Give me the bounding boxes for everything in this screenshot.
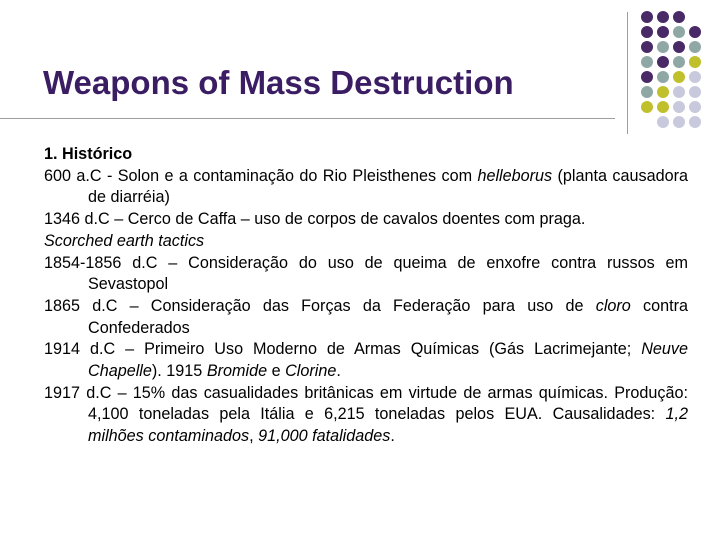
- decorative-dot: [689, 56, 701, 68]
- decorative-dot: [673, 41, 685, 53]
- decorative-dot: [657, 101, 669, 113]
- decorative-dot: [689, 41, 701, 53]
- decorative-dot: [689, 86, 701, 98]
- decorative-dot: [673, 56, 685, 68]
- decorative-dot: [689, 101, 701, 113]
- decorative-dot: [657, 56, 669, 68]
- decorative-dot: [641, 71, 653, 83]
- slide-title: Weapons of Mass Destruction: [43, 64, 514, 101]
- decorative-dot: [657, 86, 669, 98]
- title-divider: [0, 118, 615, 119]
- timeline-entry-1854: 1854-1856 d.C – Consideração do uso de queima de enxofre contra russos em Sevastopol: [44, 253, 688, 294]
- decorative-dot: [689, 71, 701, 83]
- slide-body: [44, 144, 688, 448]
- decorative-dot: [641, 11, 653, 23]
- decorative-dot: [657, 116, 669, 128]
- decorative-dot: [673, 116, 685, 128]
- timeline-entry-1917: 1917 d.C – 15% das casualidades britânicas em virtude de armas químicas. Produção: 4,100 toneladas pela Itália e 6,215 toneladas pelos EUA. Causalidades: 1,2 milhões contaminados, 91,000 fatalidades.: [44, 383, 688, 446]
- decorative-dot: [673, 86, 685, 98]
- timeline-entry-600bc: 600 a.C - Solon e a contaminação do Rio Pleisthenes com helleborus (planta causadora de diarréia): [44, 166, 688, 207]
- decorative-dot: [641, 41, 653, 53]
- decorative-dot: [673, 11, 685, 23]
- decorative-dot: [641, 56, 653, 68]
- timeline-entry-1865: 1865 d.C – Consideração das Forças da Federação para uso de cloro contra Confederados: [44, 296, 688, 337]
- section-heading: 1. Histórico: [44, 145, 133, 163]
- decorative-dot: [673, 101, 685, 113]
- decorative-dot-grid: [640, 11, 720, 131]
- timeline-entry-scorched-earth: Scorched earth tactics: [44, 231, 205, 250]
- decorative-dot: [641, 101, 653, 113]
- decorative-dot: [657, 41, 669, 53]
- decorative-dot: [673, 26, 685, 38]
- decorative-dot: [641, 26, 653, 38]
- vertical-divider: [627, 12, 628, 134]
- decorative-dot: [657, 11, 669, 23]
- timeline-entry-1346: 1346 d.C – Cerco de Caffa – uso de corpos de cavalos doentes com praga.: [44, 210, 586, 229]
- decorative-dot: [689, 116, 701, 128]
- timeline-entry-1914: 1914 d.C – Primeiro Uso Moderno de Armas Químicas (Gás Lacrimejante; Neuve Chapelle). 1915 Bromide e Clorine.: [44, 340, 688, 381]
- decorative-dot: [641, 86, 653, 98]
- decorative-dot: [673, 71, 685, 83]
- decorative-dot: [657, 26, 669, 38]
- decorative-dot: [689, 26, 701, 38]
- decorative-dot: [657, 71, 669, 83]
